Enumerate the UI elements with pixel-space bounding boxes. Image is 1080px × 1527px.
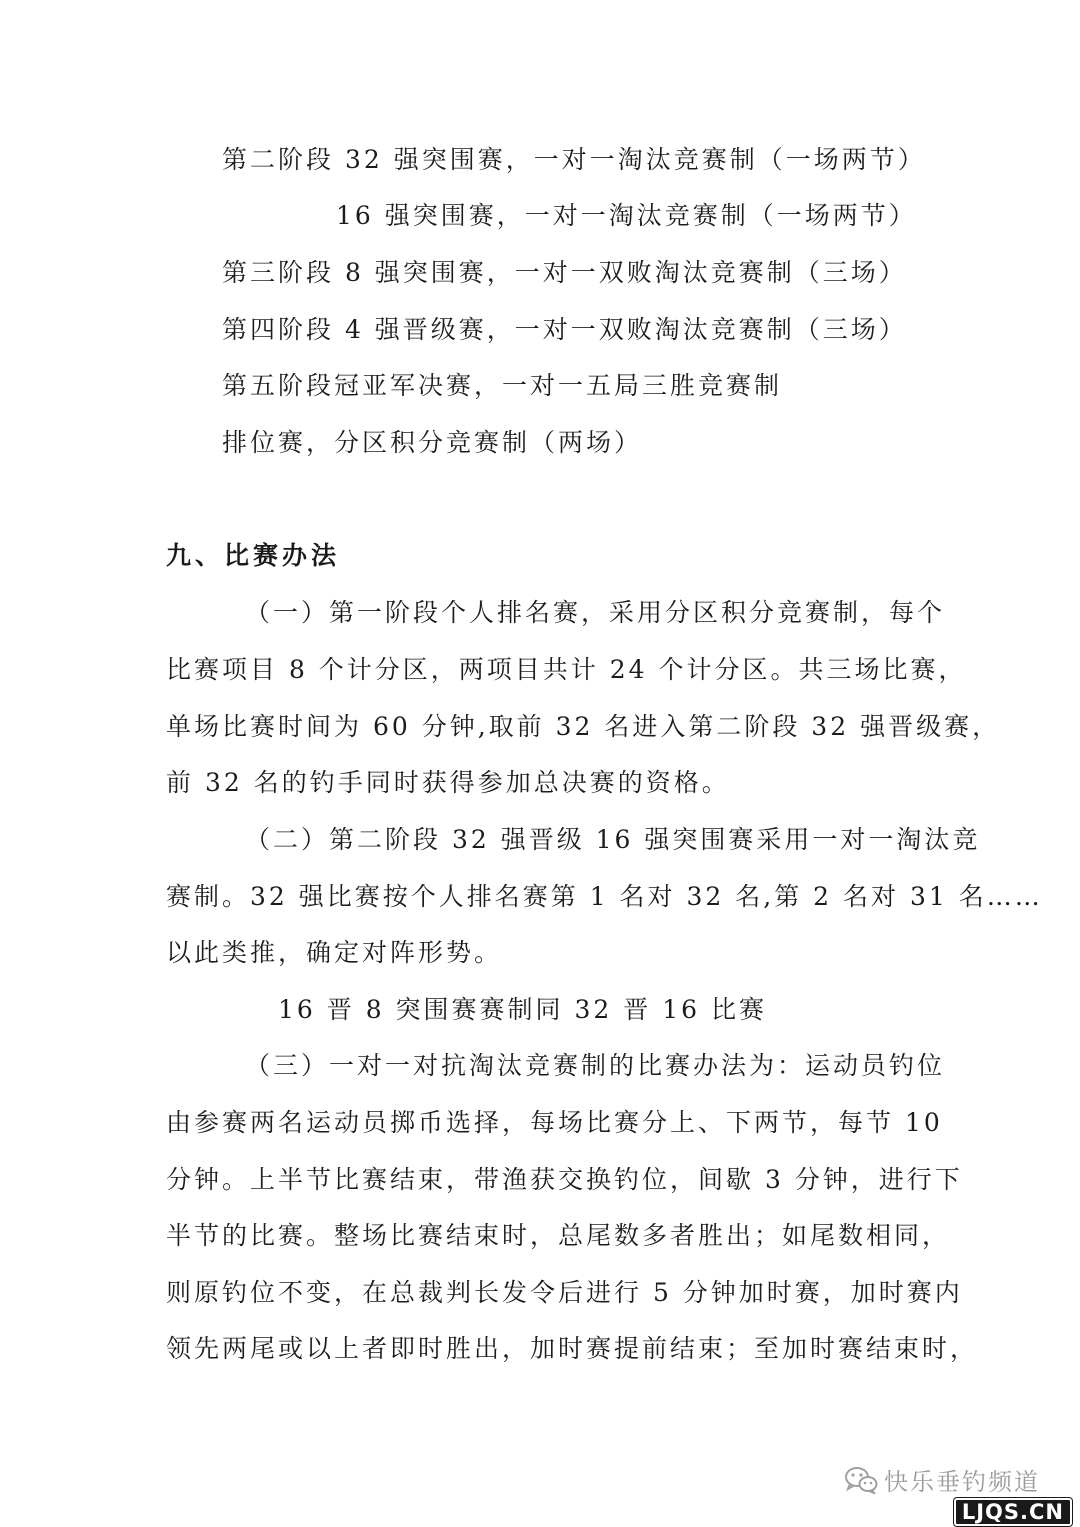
schedule-line: 排位赛，分区积分竞赛制（两场）	[222, 428, 643, 457]
body-line: （一）第一阶段个人排名赛，采用分区积分竞赛制，每个	[245, 598, 946, 627]
schedule-line: 16 强突围赛，一对一淘汰竞赛制（一场两节）	[336, 201, 917, 230]
body-line: 分钟。上半节比赛结束，带渔获交换钓位，间歇 3 分钟，进行下	[166, 1165, 963, 1194]
watermark-text: 快乐垂钓频道	[884, 1468, 1040, 1496]
wechat-icon	[844, 1466, 878, 1494]
schedule-line: 第二阶段 32 强突围赛，一对一淘汰竞赛制（一场两节）	[222, 145, 926, 174]
body-line: 16 晋 8 突围赛赛制同 32 晋 16 比赛	[278, 995, 767, 1024]
body-line: 赛制。32 强比赛按个人排名赛第 1 名对 32 名,第 2 名对 31 名……	[166, 882, 1043, 911]
body-line: 前 32 名的钓手同时获得参加总决赛的资格。	[166, 768, 730, 797]
schedule-line: 第五阶段冠亚军决赛，一对一五局三胜竞赛制	[222, 371, 783, 400]
section-heading: 九、比赛办法	[166, 541, 341, 570]
body-line: 由参赛两名运动员掷币选择，每场比赛分上、下两节，每节 10	[166, 1108, 943, 1137]
body-line: （二）第二阶段 32 强晋级 16 强突围赛采用一对一淘汰竞	[245, 825, 981, 854]
body-line: 则原钓位不变，在总裁判长发令后进行 5 分钟加时赛，加时赛内	[166, 1278, 963, 1307]
body-line: 以此类推，确定对阵形势。	[166, 938, 503, 967]
schedule-line: 第三阶段 8 强突围赛，一对一双败淘汰竞赛制（三场）	[222, 258, 907, 287]
body-line: 比赛项目 8 个计分区，两项目共计 24 个计分区。共三场比赛，	[166, 655, 967, 684]
body-line: 半节的比赛。整场比赛结束时，总尾数多者胜出；如尾数相同，	[166, 1221, 951, 1250]
site-badge: LJQS.CN	[954, 1498, 1072, 1526]
watermark	[844, 1462, 1040, 1497]
body-line: （三）一对一对抗淘汰竞赛制的比赛办法为：运动员钓位	[245, 1051, 946, 1080]
schedule-line: 第四阶段 4 强晋级赛，一对一双败淘汰竞赛制（三场）	[222, 315, 907, 344]
body-line: 单场比赛时间为 60 分钟,取前 32 名进入第二阶段 32 强晋级赛，	[166, 712, 1001, 741]
body-line: 领先两尾或以上者即时胜出，加时赛提前结束；至加时赛结束时，	[166, 1334, 979, 1363]
